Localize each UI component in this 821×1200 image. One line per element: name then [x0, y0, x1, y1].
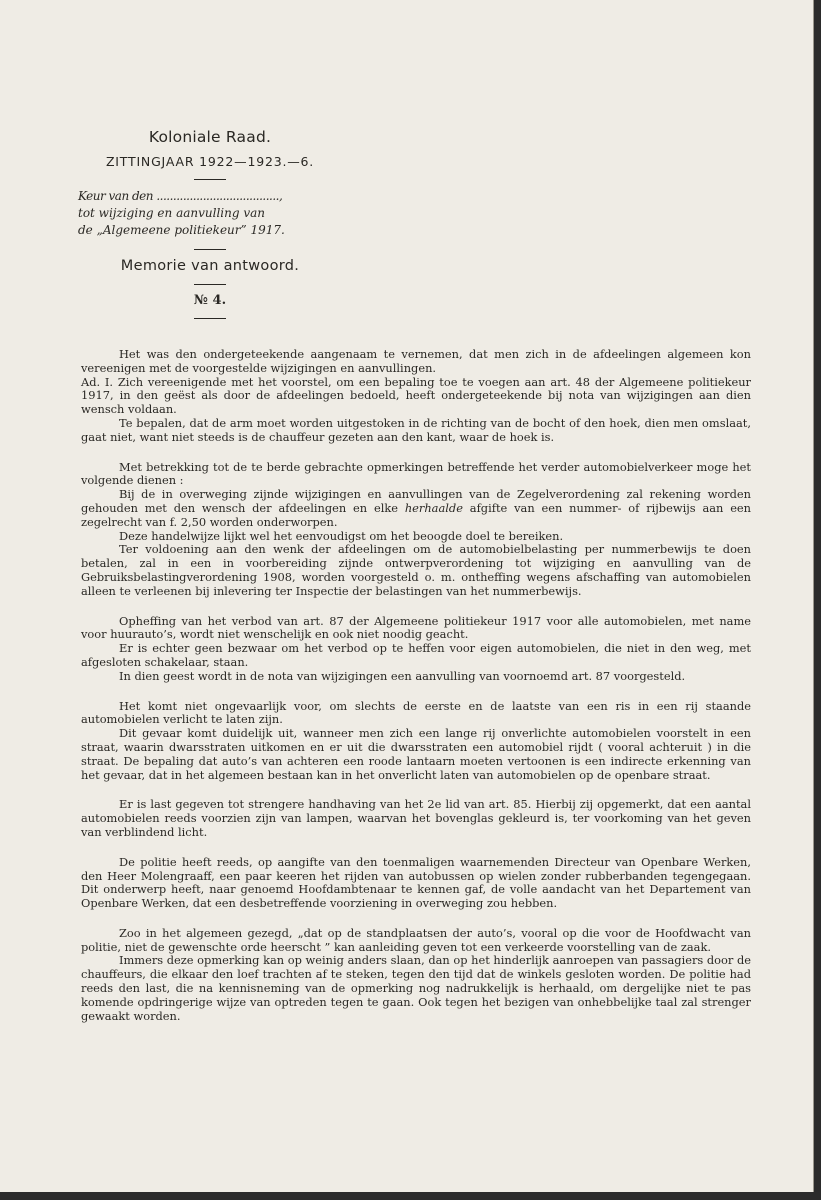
paragraph: Immers deze opmerking kan op weinig anders slaan, dan op het hinderlijk aanroepen van passagiers door de chauffeurs, die elkaar den loef trachten af te steken, tegen den tijd dat de winkels gesloten worden. De politie had reeds den last, die na kennisneming van de opmerking nog nadrukkelijk is herhaald, om dergelijke niet te pas komende opdringerige wijze van optreden tegen te gaan. Ook tegen het bezigen van onhebbelijke taal zal strenger gewaakt worden. [81, 953, 751, 1023]
paragraph [81, 488, 751, 529]
paragraph: Deze handelwijze lijkt wel het eenvoudigst om het beoogde doel te bereiken. [119, 528, 564, 543]
divider [194, 179, 226, 180]
text-run: afgifte van een nummer- of rijbewijs aan een zegelrecht van f. 2,50 worden onderworpen. [81, 500, 752, 529]
paragraph: Het komt niet ongevaarlijk voor, om slechts de eerste en de laatste van een ris in een rij staande automobielen verlicht te laten zijn. [81, 698, 751, 727]
paragraph: Dit gevaar komt duidelijk uit, wanneer men zich een lange rij onverlichte automobielen voorstelt in een straat, waarin dwarsstraten uitkomen en er uit die dwarsstraten een automobiel rijdt ( vooral achteruit ) in die straat. De bepaling dat auto’s van achteren een roode lantaarn moeten vertoonen is een indirecte erkenning van het gevaar, dat in het algemeen bestaan kan in het onverlicht laten van automobielen op de openbare straat. [81, 726, 751, 782]
emphasis-text: herhaalde [404, 500, 463, 515]
section-gap [81, 911, 751, 927]
section-gap [81, 684, 751, 700]
document-body [81, 348, 751, 1023]
section-gap [81, 840, 751, 856]
ordinance-title [78, 188, 360, 239]
text-run: Bij de in overweging zijnde wijzigingen en aanvullingen van de Zegelverordening zal rekening worden gehouden met den wensch der afdeelingen en elke [81, 487, 751, 515]
paragraph: Ter voldoening aan den wenk der afdeelingen om de automobielbelasting per nummerbewijs te doen betalen, zal in een in voorbereiding zijnde ontwerpverordening tot wijziging en aanvulling van de Gebruiksbelastingverordening 1908, worden voorgesteld o. m. ontheffing wegens afschaffing van automobielen alleen te verleenen bij inlevering ter Inspectie der belastingen van het nummerbewijs. [81, 542, 751, 598]
paragraph: Het was den ondergeteekende aangenaam te vernemen, dat men zich in de afdeelingen algemeen kon vereenigen met de voorgestelde wijzigingen en aanvullingen. [81, 347, 751, 375]
paragraph: In dien geest wordt in de nota van wijzigingen een aanvulling van voornoemd art. 87 voorgesteld. [119, 668, 686, 683]
paragraph: Te bepalen, dat de arm moet worden uitgestoken in de richting van de bocht of den hoek, dien men omslaat, gaat niet, want niet steeds is de chauffeur gezeten aan den kant, waar de hoek is. [81, 415, 751, 444]
paragraph: Ad. I. Zich vereenigende met het voorstel, om een bepaling toe te voegen aan art. 48 der Algemeene politiekeur 1917, in den geëst als door de afdeelingen bedoeld, heeft ondergeteekende bij nota van wijzigingen aan dien wensch voldaan. [81, 374, 751, 417]
session-year: ZITTINGJAAR 1922—1923.—6. [105, 154, 315, 169]
document-header [60, 128, 360, 327]
section-gap [81, 445, 751, 461]
council-title: Koloniale Raad. [148, 128, 272, 146]
paragraph: Er is echter geen bezwaar om het verbod op te heffen voor eigen automobielen, die niet in den weg, met afgesloten schakelaar, staan. [81, 641, 751, 669]
ordinance-line-2: tot wijziging en aanvulling van [78, 206, 266, 220]
divider [194, 318, 226, 319]
document-number: № 4. [193, 293, 227, 308]
paragraph: Er is last gegeven tot strengere handhaving van het 2e lid van art. 85. Hierbij zij opgemerkt, dat een aantal automobielen reeds voorzien zijn van lampen, waarvan het bovenglas gekleurd is, ter voorkoming van het geven van verblindend licht. [81, 797, 751, 839]
ordinance-line-1: Keur van den ....................................., [78, 189, 283, 203]
section-gap [81, 782, 751, 798]
divider [194, 249, 226, 250]
paragraph: De politie heeft reeds, op aangifte van den toenmaligen waarnemenden Directeur van Openbare Werken, den Heer Molengraaff, een paar keeren het rijden van autobussen op wielen zonder rubberbanden tegengegaan. Dit onderwerp heeft, naar genoemd Hoofdambtenaar te kennen gaf, de volle aandacht van het Departement van Openbare Werken, dat een desbetreffende voorziening in overweging zou hebben. [81, 854, 751, 911]
paragraph: Zoo in het algemeen gezegd, „dat op de standplaatsen der auto’s, vooral op die voor de Hoofdwacht van politie, niet de gewenschte orde heerscht ” kan aanleiding geven tot een verkeerde voorstelling van de zaak. [81, 925, 751, 954]
paragraph: Met betrekking tot de te berde gebrachte opmerkingen betreffende het verder automobielverkeer moge het volgende dienen : [81, 459, 751, 488]
ordinance-line-3: de „Algemeene politiekeur” 1917. [78, 223, 285, 237]
paragraph: Opheffing van het verbod van art. 87 der Algemeene politiekeur 1917 voor alle automobielen, met name voor huurauto’s, wordt niet wenschelijk en ook niet noodig geacht. [81, 613, 751, 642]
memo-title: Memorie van antwoord. [120, 258, 300, 274]
divider [194, 284, 226, 285]
section-gap [81, 599, 751, 615]
